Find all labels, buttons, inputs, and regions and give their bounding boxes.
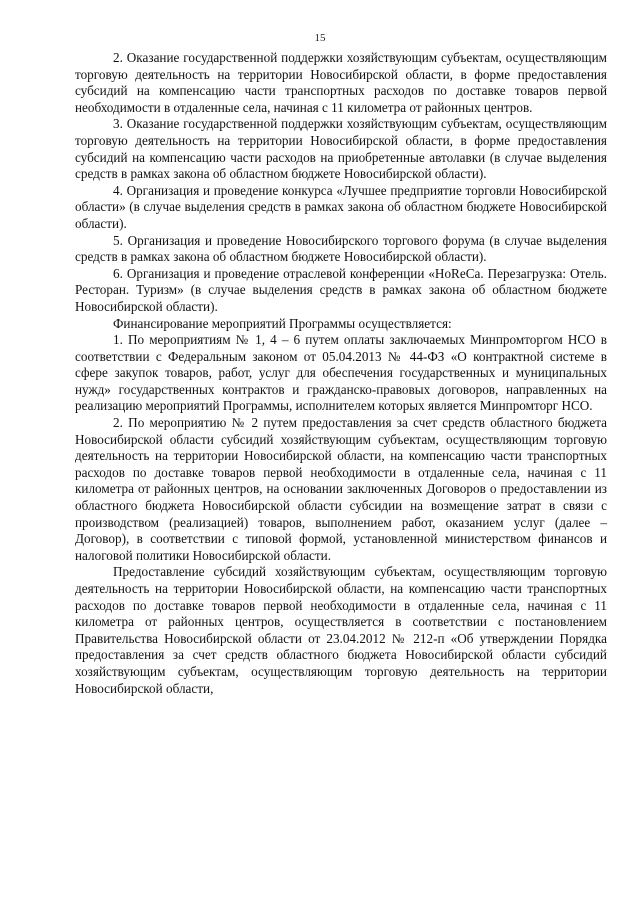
paragraph-subsidy-provision: Предоставление субсидий хозяйствующим субъектам, осуществляющим торговую деятельность на территории Новосибирской области, на компенсацию части транспортных расходов по доставке товаров первой необходимости в отдаленные села, начиная с 11 километра от районных центров, осуществляется в соответствии с постановлением Правительства Новосибирской области от 23.04.2012 № 212-п «Об утверждении Порядка предоставления за счет средств областного бюджета Новосибирской области субсидий хозяйствующим субъектам, осуществляющим торговую деятельность на территории Новосибирской области, bbox=[75, 564, 607, 696]
paragraph-financing-2: 2. По мероприятию № 2 путем предоставления за счет средств областного бюджета Новосибирской области субсидий хозяйствующим субъектам, осуществляющим торговую деятельность на территории Новосибирской области, на компенсацию части транспортных расходов по доставке товаров первой необходимости в отдаленные села, начиная с 11 километра от районных центров, на основании заключенных Договоров о предоставлении из областного бюджета Новосибирской области субсидии на возмещение затрат в связи с производством (реализацией) товаров, выполнением работ, оказанием услуг (далее – Договор), в соответствии с типовой формой, установленной министерством финансов и налоговой политики Новосибирской области. bbox=[75, 415, 607, 563]
paragraph-item-3: 3. Оказание государственной поддержки хозяйствующим субъектам, осуществляющим торговую деятельность на территории Новосибирской области, в форме предоставления субсидий на компенсацию части расходов на приобретенные автолавки (в случае выделения средств в рамках закона об областном бюджете Новосибирской области). bbox=[75, 116, 607, 182]
document-body bbox=[75, 50, 607, 697]
paragraph-item-5: 5. Организация и проведение Новосибирского торгового форума (в случае выделения средств в рамках закона об областном бюджете Новосибирской области). bbox=[75, 232, 607, 265]
paragraph-item-2: 2. Оказание государственной поддержки хозяйствующим субъектам, осуществляющим торговую деятельность на территории Новосибирской области, в форме предоставления субсидий на компенсацию части транспортных расходов по доставке товаров первой необходимости в отдаленные села, начиная с 11 километра от районных центров. bbox=[75, 50, 607, 115]
paragraph-item-4: 4. Организация и проведение конкурса «Лучшее предприятие торговли Новосибирской области» (в случае выделения средств в рамках закона об областном бюджете Новосибирской области). bbox=[75, 182, 607, 231]
page-number: 15 bbox=[314, 32, 326, 44]
paragraph-financing-intro: Финансирование мероприятий Программы осуществляется: bbox=[113, 315, 452, 331]
paragraph-item-6: 6. Организация и проведение отраслевой конференции «HoReCa. Перезагрузка: Отель. Ресторан. Туризм» (в случае выделения средств в рамках закона об областном бюджете Новосибирской области). bbox=[75, 265, 607, 314]
paragraph-financing-1: 1. По мероприятиям № 1, 4 – 6 путем оплаты заключаемых Минпромторгом НСО в соответствии с Федеральным законом от 05.04.2013 № 44-ФЗ «О контрактной системе в сфере закупок товаров, работ, услуг для обеспечения государственных и муниципальных нужд» государственных контрактов и гражданско-правовых договоров, направленных на реализацию мероприятий Программы, исполнителем которых является Минпромторг НСО. bbox=[75, 332, 607, 414]
